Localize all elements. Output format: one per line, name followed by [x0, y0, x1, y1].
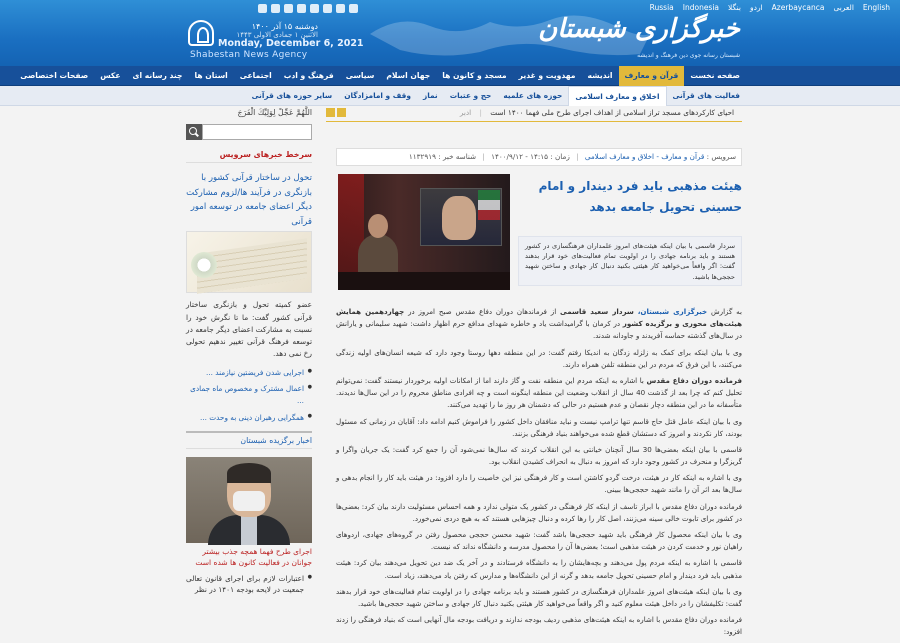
list-item[interactable]: ● همگرایی رهبران دینی به وحدت ... [186, 412, 312, 424]
article-headline: هیئت مذهبی باید فرد دیندار و امام حسینی تحویل جامعه بدهد [538, 179, 742, 214]
list-item[interactable]: ● اعتبارات لازم برای اجرای قانون تعالی جمعیت در لایحه بودجه ۱۴۰۱ در نظر [186, 573, 312, 596]
selected-news-list [186, 573, 312, 596]
service-path-link[interactable]: قرآن و معارف - اخلاق و معارف اسلامی [584, 152, 705, 161]
search-box [186, 124, 312, 140]
subnav-item-prayer[interactable]: نماز [422, 91, 438, 100]
article-paragraph: فرمانده دوران دفاع مقدس با اشاره به اینکه هیئت‌های مذهبی ردیف بودجه ندارند و دریافت بودجه مال آنهایی است که بنیاد فرهنگی را زدند افزود: [336, 615, 742, 637]
facebook-icon[interactable] [271, 4, 280, 13]
service-headlines-heading: سرخط خبرهای سرویس [186, 150, 312, 163]
article-paragraph: فرمانده دوران دفاع مقدس با ابراز تاسف از اینکه کار فرهنگی در کشور یک متولی ندارد و همه احساس مسئولیت دارند بیان کرد: بعضی‌ها در کشور برای تابوت خالی سینه می‌زنند، اصل کار را رها کرده و دنبال چیزهایی هستند که به هیچ دردی نمی‌خورد. [336, 501, 742, 523]
nav-item-islamic-world[interactable]: جهان اسلام [386, 71, 431, 80]
nav-item-social[interactable]: اجتماعی [239, 71, 272, 80]
sub-nav [0, 86, 900, 106]
language-link[interactable]: العربی [833, 3, 854, 12]
article-paragraph: وی با بیان اینکه محصول کار فرهنگی باید شهید حججی‌ها باشد گفت: شهید محسن حججی محصول رفتن در گروه‌های جهادی، اردوهای راهیان نور و خدمت کردن در هیئت مذهبی است؛ بعضی‌ها آن را محصول مدرسه و دانشگاه نداند که نیست. [336, 530, 742, 552]
language-link[interactable]: Russia [649, 3, 674, 12]
service-headline-list [186, 367, 312, 424]
featured-story-title[interactable]: تحول در ساختار قرآنی کشور با بازنگری در فرآیند ها/لزوم مشارکت دیگر اعضای جامعه در توسعه امور قرآنی [186, 173, 312, 227]
news-ticker [326, 106, 742, 120]
article-header [336, 174, 742, 292]
subnav-item-other[interactable]: سایر حوزه های قرآنی [251, 91, 333, 100]
selected-news-image[interactable] [186, 457, 312, 543]
list-item[interactable]: ● اجرایی شدن فریضتین نیازمند ... [186, 367, 312, 379]
ticker-item[interactable]: احیای کارکردهای مسجد تراز اسلامی از اهداف اجرای طرح ملی فهما ۱۴۰۰ است [490, 108, 734, 117]
selected-news-heading: اخبار برگزیده شبستان [186, 431, 312, 449]
nav-item-multimedia[interactable]: چند رسانه ای [132, 71, 183, 80]
article-paragraph: وی با بیان اینکه هیئت‌های امروز علمداران فرهنگسازی در کشور هستند و باید برنامه جهادی را در اولویت تمام فعالیت‌های خود قرار بدهند گفت: تکلیفشان را در داخل هیئت معلوم کنید و اگر واقعاً می‌خواهید کار هیئتی بکنید دنبال کار جهادی و ساختن شهید حججی‌ها باشید. [336, 586, 742, 608]
brand-slogan: شبستان رسانه جوی دین فرهنگ و اندیشه [637, 52, 740, 59]
rss-icon[interactable] [258, 4, 267, 13]
ticker-separator: | [479, 108, 482, 117]
date-persian: دوشنبه ۱۵ آذر ۱۴۰۰ [251, 22, 318, 31]
date-hijri: الاثنین ۱ جمادی الاولی ۱۴۴۳ [236, 31, 318, 40]
nav-item-photo[interactable]: عکس [100, 71, 121, 80]
news-id-label: شناسه خبر : [438, 152, 477, 161]
date-block [218, 22, 364, 50]
search-input[interactable] [202, 124, 312, 140]
subnav-item-hajj[interactable]: حج و عتبات [449, 91, 492, 100]
nav-item-politics[interactable]: سیاسی [345, 71, 375, 80]
social-icons [258, 4, 358, 13]
article-paragraph: وی با بیان اینکه عامل قتل حاج قاسم تنها ترامپ نیست و نباید منافقان داخل کشور را فراموش کنیم ادامه داد: آقایان در زمانی که مسئول بودند، کار نکردند و امروز که دستشان قطع شده می‌خواهند بنیاد فرهنگی بزنند. [336, 416, 742, 438]
article-paragraph: وی با اشاره به اینکه کار در هیئت، درخت گردو کاشتن است و کار فرهنگی نیز این خاصیت را دارد افزود: در هیئت باید کار را انجام بدهی و سال‌ها بعد اثر آن را مانند شهید حججی‌ها ببینی. [336, 473, 742, 495]
ticker-prev-button[interactable] [337, 108, 346, 117]
nav-item-quran[interactable]: قرآن و معارف [619, 66, 685, 86]
language-link[interactable]: Indonesia [682, 3, 720, 12]
time-label: زمان : [550, 152, 570, 161]
site-header [0, 0, 900, 66]
telegram-icon[interactable] [310, 4, 319, 13]
sidebar [186, 108, 312, 596]
instagram-icon[interactable] [297, 4, 306, 13]
language-link[interactable]: English [862, 3, 890, 12]
nav-item-provinces[interactable]: استان ها [194, 71, 228, 80]
nav-item-home[interactable]: صفحه نخست [690, 71, 740, 80]
aparat-icon[interactable] [323, 4, 332, 13]
date-gregorian: Monday, December 6, 2021 [218, 38, 364, 50]
featured-story-image[interactable] [186, 231, 312, 293]
mosque-logo-icon[interactable] [188, 20, 214, 46]
article [336, 148, 742, 643]
article-photo[interactable] [338, 174, 510, 290]
featured-story-summary: عضو کمیته تحول و بازنگری ساختار قرآنی کشور گفت: ما تا نگرش خود را نسبت به مشارکت اعضای دیگر جامعه در توسعه فرهنگ قرآنی تغییر ندهیم تحولی رخ نمی دهد. [186, 300, 312, 359]
article-paragraph: وی با بیان اینکه برای کمک به زلزله زدگان به اندیکا رفتم گفت: در این منطقه دهها روستا وجود دارد که شیعه انسان‌های اولیه زندگی می‌کنند، با این فرق که مردم در این منطقه تلفن همراه دارند. [336, 347, 742, 369]
selected-news-title[interactable]: اجرای طرح فهما همچه جذب بیشتر جوانان در فعالیت کانون ها شده است [195, 547, 312, 568]
agency-name-english: Shabestan News Agency [190, 50, 308, 60]
ticker-item-next[interactable]: ادبر [459, 108, 472, 117]
home-icon[interactable] [349, 4, 358, 13]
article-paragraph: به گزارش خبرگزاری شبستان، سردار سعید قاسمی از فرماندهان دوران دفاع مقدس صبح امروز در چهاردهمین همایش هیئت‌های محوری و برگزیده کشور در کرمان با گرامیداشت یاد و خاطره شهدای مدافع حرم اظهار داشت: شهید سلیمانی و یارانش در سال‌های گذشته حماسه آفریدند و جاودانه شدند. [336, 307, 742, 341]
news-id: ۱۱۳۲۹۱۹ [408, 152, 436, 161]
nav-item-special-pages[interactable]: صفحات اختصاصی [20, 71, 89, 80]
subnav-item-waqf[interactable]: وقف و امامزادگان [344, 91, 411, 100]
service-label: سرویس : [706, 152, 736, 161]
article-lead: سردار قاسمی با بیان اینکه هیئت‌های امروز علمداران فرهنگسازی در کشور هستند و باید برنامه جهادی را در اولویت تمام فعالیت‌های خود قرار بدهند گفت: اگر واقعاً می‌خواهید کار هیئتی بکنید دنبال کار جهادی و ساختن شهید حججی‌ها باشید. [518, 236, 742, 286]
ticker-next-button[interactable] [326, 108, 335, 117]
prayer-text: اللَّهُمَّ عَجِّلْ لِوَلِيِّكَ الْفَرَجَ [237, 108, 312, 117]
nav-item-mahdaviat[interactable]: مهدویت و غدیر [518, 71, 576, 80]
search-icon[interactable] [186, 124, 202, 140]
subnav-item-seminaries[interactable]: حوزه های علمیه [503, 91, 563, 100]
brand-logo[interactable]: خبرگزاری شبستان [538, 14, 740, 44]
article-paragraph: قاسمی با بیان اینکه بعضی‌ها 30 سال آنچنان خیانتی به این انقلاب کردند که سال‌ها نمی‌شود آن را جمع کرد گفت: یک جریان واگرا و گریزگرا و منحرف در کشور وجود دارد که امروز به دنبال به انحراف کشیدن انقلاب بود. [336, 444, 742, 467]
article-paragraph: فرمانده دوران دفاع مقدس با اشاره به اینکه مردم این منطقه نفت و گاز دارند اما از امکانات اولیه برخوردار نیستند گفت: نمی‌توانم تحلیل کنم که چرا بعد از گذشت 40 سال از انقلاب وضعیت این منطقه اینگونه است و چه افرادی مناطق محروم را در این سال‌ها ندیدند. متأسفانه ما در این منطقه دچار نقصان و عدم هستیم در حالی که دشمنان هر روز ما را تهدید می‌کنند. [336, 375, 742, 410]
language-link[interactable]: اردو [750, 3, 763, 12]
main-nav [0, 66, 900, 86]
nav-item-culture[interactable]: فرهنگ و ادب [283, 71, 334, 80]
subnav-item-ethics[interactable]: اخلاق و معارف اسلامی [568, 86, 666, 106]
nav-item-mosque[interactable]: مسجد و کانون ها [442, 71, 507, 80]
language-link[interactable]: Azerbaycanca [771, 3, 825, 12]
agency-link[interactable]: خبرگزاری شبستان، [637, 307, 708, 316]
subnav-item-quran-activities[interactable]: فعالیت های قرآنی [672, 91, 740, 100]
article-body [336, 306, 742, 639]
language-bar [650, 3, 890, 12]
ticker-controls [326, 108, 346, 117]
list-item[interactable]: ● اعمال مشترک و مخصوص ماه جمادی ... [186, 383, 312, 406]
twitter-icon[interactable] [284, 4, 293, 13]
language-link[interactable]: بنگلا [728, 3, 741, 12]
article-paragraph: قاسمی با اشاره به اینکه مردم پول می‌دهند و بچه‌هایشان را به دانشگاه فرستادند و در آخر یک ضد دین تحویل می‌دهند بیان کرد: هیئت مذهبی باید فرد دیندار و امام حسینی تحویل جامعه بدهد و گرنه از این دانشگاه‌ها و مدارس که رفتن یاد می‌دهند، زیاد است. [336, 558, 742, 580]
publish-time: ۱۴:۱۵ - ۱۴۰۰/۹/۱۲ [491, 152, 549, 161]
article-meta-bar: سرویس : قرآن و معارف - اخلاق و معارف اسلامی | زمان : ۱۴:۱۵ - ۱۴۰۰/۹/۱۲ | شناسه خبر : ۱۱۳۲۹۱۹ [336, 148, 742, 166]
ticker-divider [326, 121, 742, 122]
email-icon[interactable] [336, 4, 345, 13]
nav-item-thought[interactable]: اندیشه [587, 71, 613, 80]
